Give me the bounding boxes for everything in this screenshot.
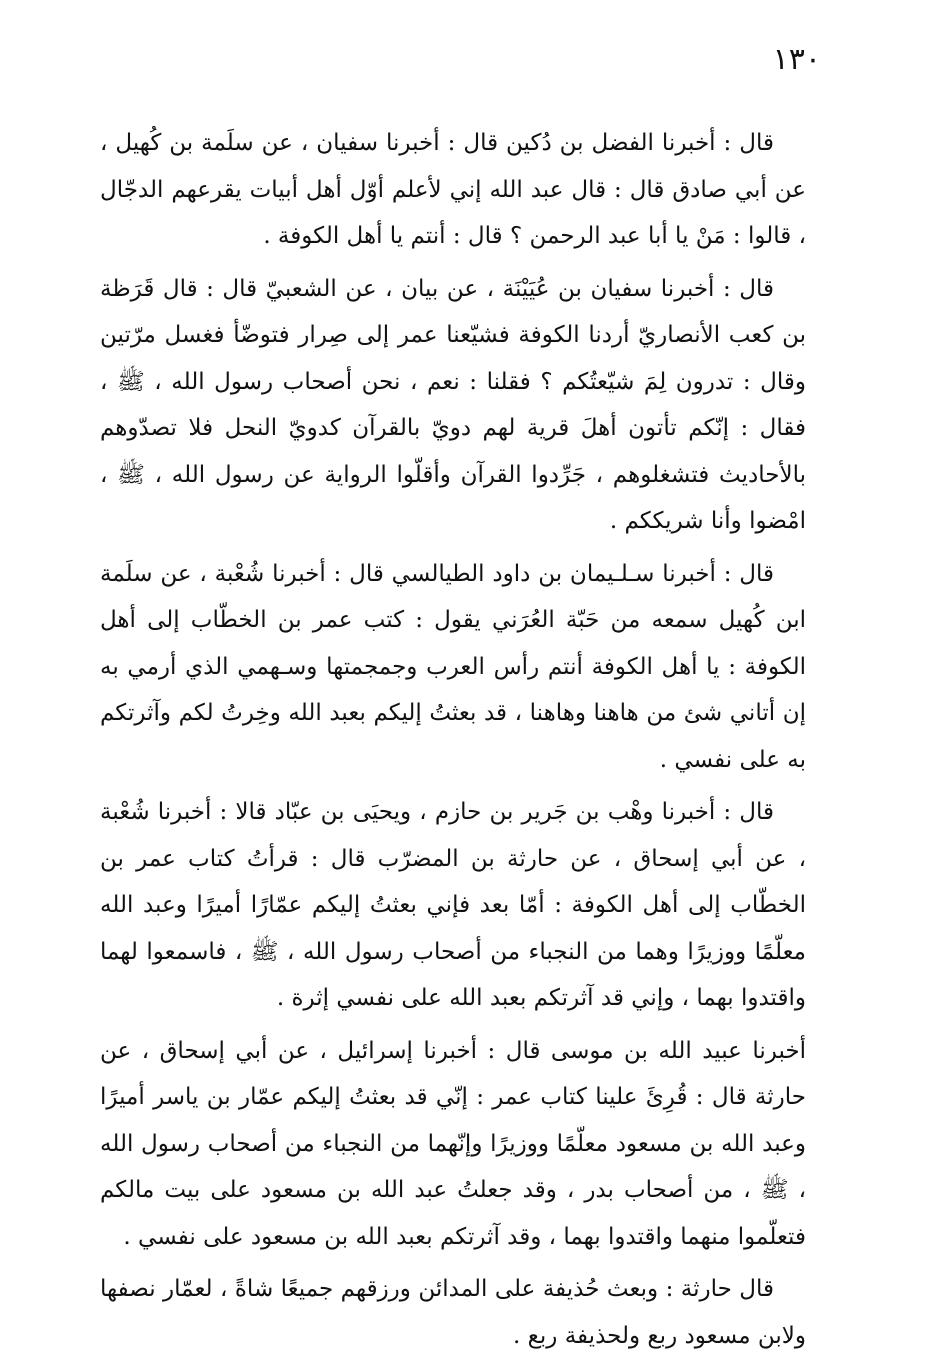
- paragraph-6: قال حارثة : وبعث حُذيفة على المدائن ورزقهم جميعًا شاةً ، لعمّار نصفها ولابن مسعود ربع ولحذيفة ربع .: [100, 1276, 806, 1349]
- paragraph-3: قال : أخبرنا سـلـيمان بن داود الطيالسي قال : أخبرنا شُعْبة ، عن سلَمة ابن كُهيل سمعه من حَبّة العُرَني يقول : كتب عمر بن الخطّاب إلى أهل الكوفة : يا أهل الكوفة أنتم رأس العرب وجمجمتها وسـهمي الذي أرمي به إن أتاني شئ من هاهنا وهاهنا ، قد بعثتُ إليكم بعبد الله وخِرتُ لكم وآثرتكم به على نفسي .: [100, 560, 806, 773]
- body-text: [100, 120, 806, 1365]
- page-number: ١٣٠: [772, 42, 821, 77]
- paragraph-2: قال : أخبرنا سفيان بن عُيَيْنَة ، عن بيان ، عن الشعبيّ قال : قال قَرَظة بن كعب الأنصاريّ أردنا الكوفة فشيّعنا عمر إلى صِرار فتوضّأ فغسل مرّتين وقال : تدرون لِمَ شيّعتُكم ؟ فقلنا : نعم ، نحن أصحاب رسول الله ، ﷺ ، فقال : إنّكم تأتون أهلَ قرية لهم دويّ بالقرآن كدويّ النحل فلا تصدّوهم بالأحاديث فتشغلوهم ، جَرِّدوا القرآن وأقلّوا الرواية عن رسول الله ، ﷺ ، امْضوا وأنا شريككم .: [100, 275, 806, 534]
- paragraph-4: قال : أخبرنا وهْب بن جَرير بن حازم ، ويحيَى بن عبّاد قالا : أخبرنا شُعْبة ، عن أبي إسحاق ، عن حارثة بن المضرّب قال : قرأتُ كتاب عمر بن الخطّاب إلى أهل الكوفة : أمّا بعد فإني بعثتُ إليكم عمّارًا أميرًا وعبد الله معلّمًا ووزيرًا وهما من النجباء من أصحاب رسول الله ، ﷺ ، فاسمعوا لهما واقتدوا بهما ، وإني قد آثرتكم بعبد الله على نفسي إثرة .: [100, 799, 806, 1011]
- paragraph-1: قال : أخبرنا الفضل بن دُكين قال : أخبرنا سفيان ، عن سلَمة بن كُهيل ، عن أبي صادق قال : قال عبد الله إني لأعلم أوّل أهل أبيات يقرعهم الدجّال ، قالوا : مَنْ يا أبا عبد الرحمن ؟ قال : أنتم يا أهل الكوفة .: [100, 130, 806, 249]
- paragraph-5: أخبرنا عبيد الله بن موسى قال : أخبرنا إسرائيل ، عن أبي إسحاق ، عن حارثة قال : قُرِئَ علينا كتاب عمر : إنّي قد بعثتُ إليكم عمّار بن ياسر أميرًا وعبد الله بن مسعود معلّمًا ووزيرًا وإنّهما من النجباء من أصحاب رسول الله ، ﷺ ، من أصحاب بدر ، وقد جعلتُ عبد الله بن مسعود على بيت مالكم فتعلّموا منهما واقتدوا بهما ، وقد آثرتكم بعبد الله بن مسعود على نفسي .: [100, 1037, 806, 1250]
